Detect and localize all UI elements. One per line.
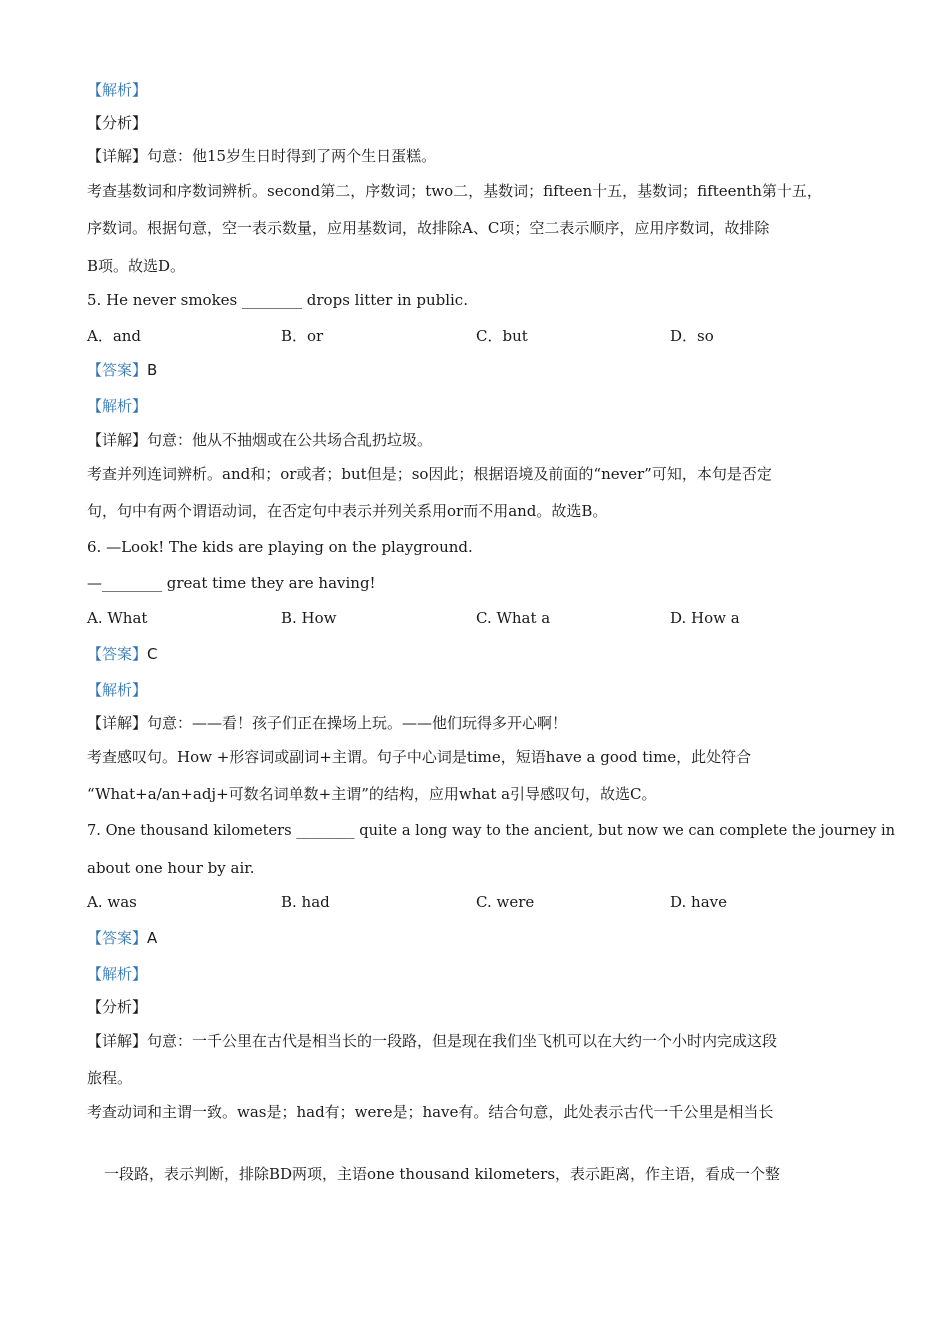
q5-explanation-line-1: 考查并列连词辨析。and和；or或者；but但是；so因此；根据语境及前面的“never”可知，本句是否定 [87,465,772,483]
q6-option-b: B. How [281,609,337,627]
q7-option-d: D. have [670,893,727,911]
q5-explanation-line-2: 句，句中有两个谓语动词，在否定句中表示并列关系用or而不用and。故选B。 [87,502,608,520]
q7-fenxi-label: 【分析】 [87,998,148,1016]
q7-option-b: B. had [281,893,330,911]
q4-explanation-line-3: B项。故选D。 [87,257,186,275]
q5-answer-label: 【答案】 [87,361,148,379]
q7-explanation-line-1: 考查动词和主谓一致。was是；had有；were是；have有。结合句意，此处表示古代一千公里是相当长 [87,1103,774,1121]
q7-question: 7. One thousand kilometers ________ quite a long way to the ancient, but now we can complete the journey in [87,822,896,839]
q4-detail: 【详解】句意：他15岁生日时得到了两个生日蛋糕。 [87,147,437,165]
q7-question-line-2: about one hour by air. [87,859,255,877]
q5-option-b: B．or [281,327,324,345]
q7-detail-line-2: 旅程。 [87,1069,133,1087]
q6-option-d: D. How a [670,609,740,627]
q4-explanation-line-1: 考查基数词和序数词辨析。second第二，序数词；two二，基数词；fifteen十五，基数词；fifteenth第十五， [87,182,822,200]
q5-option-c: C．but [476,327,528,345]
q7-detail: 【详解】句意：一千公里在古代是相当长的一段路，但是现在我们坐飞机可以在大约一个小时内完成这段 [87,1032,778,1050]
q6-question: 6. —Look! The kids are playing on the playground. [87,538,473,556]
q6-explanation-line-2: “What+a/an+adj+可数名词单数+主谓”的结构，应用what a引导感叹句，故选C。 [87,785,657,803]
q6-option-a: A. What [87,609,148,627]
q4-fenxi-label: 【分析】 [87,114,148,132]
q6-detail: 【详解】句意：——看！孩子们正在操场上玩。——他们玩得多开心啊！ [87,714,568,732]
q7-explanation-line-2: 一段路，表示判断，排除BD两项，主语one thousand kilometers，表示距离，作主语，看成一个整 [104,1165,781,1183]
q6-answer-row [87,644,158,664]
q5-question: 5. He never smokes ________ drops litter in public. [87,291,468,309]
q5-option-a: A．and [87,327,142,345]
q7-option-a: A. was [87,893,137,911]
q5-answer-row [87,360,157,380]
q6-option-c: C. What a [476,609,551,627]
q4-explanation-line-2: 序数词。根据句意，空一表示数量，应用基数词，故排除A、C项；空二表示顺序，应用序数词，故排除 [87,219,770,237]
q6-jiexi-label: 【解析】 [87,681,148,699]
q7-answer: A [147,929,158,947]
q6-answer: C [147,645,158,663]
q6-answer-label: 【答案】 [87,645,148,663]
q7-option-c: C. were [476,893,535,911]
q6-explanation-line-1: 考查感叹句。How +形容词或副词+主谓。句子中心词是time，短语have a good time，此处符合 [87,748,752,766]
q5-option-d: D．so [670,327,714,345]
q5-detail: 【详解】句意：他从不抽烟或在公共场合乱扔垃圾。 [87,431,433,449]
q7-answer-label: 【答案】 [87,929,148,947]
q4-jiexi-label: 【解析】 [87,81,148,99]
q5-answer: B [147,361,158,379]
q7-answer-row [87,928,157,948]
q5-jiexi-label: 【解析】 [87,397,148,415]
q6-question-line-2: —________ great time they are having! [87,574,376,592]
q7-jiexi-label: 【解析】 [87,965,148,983]
